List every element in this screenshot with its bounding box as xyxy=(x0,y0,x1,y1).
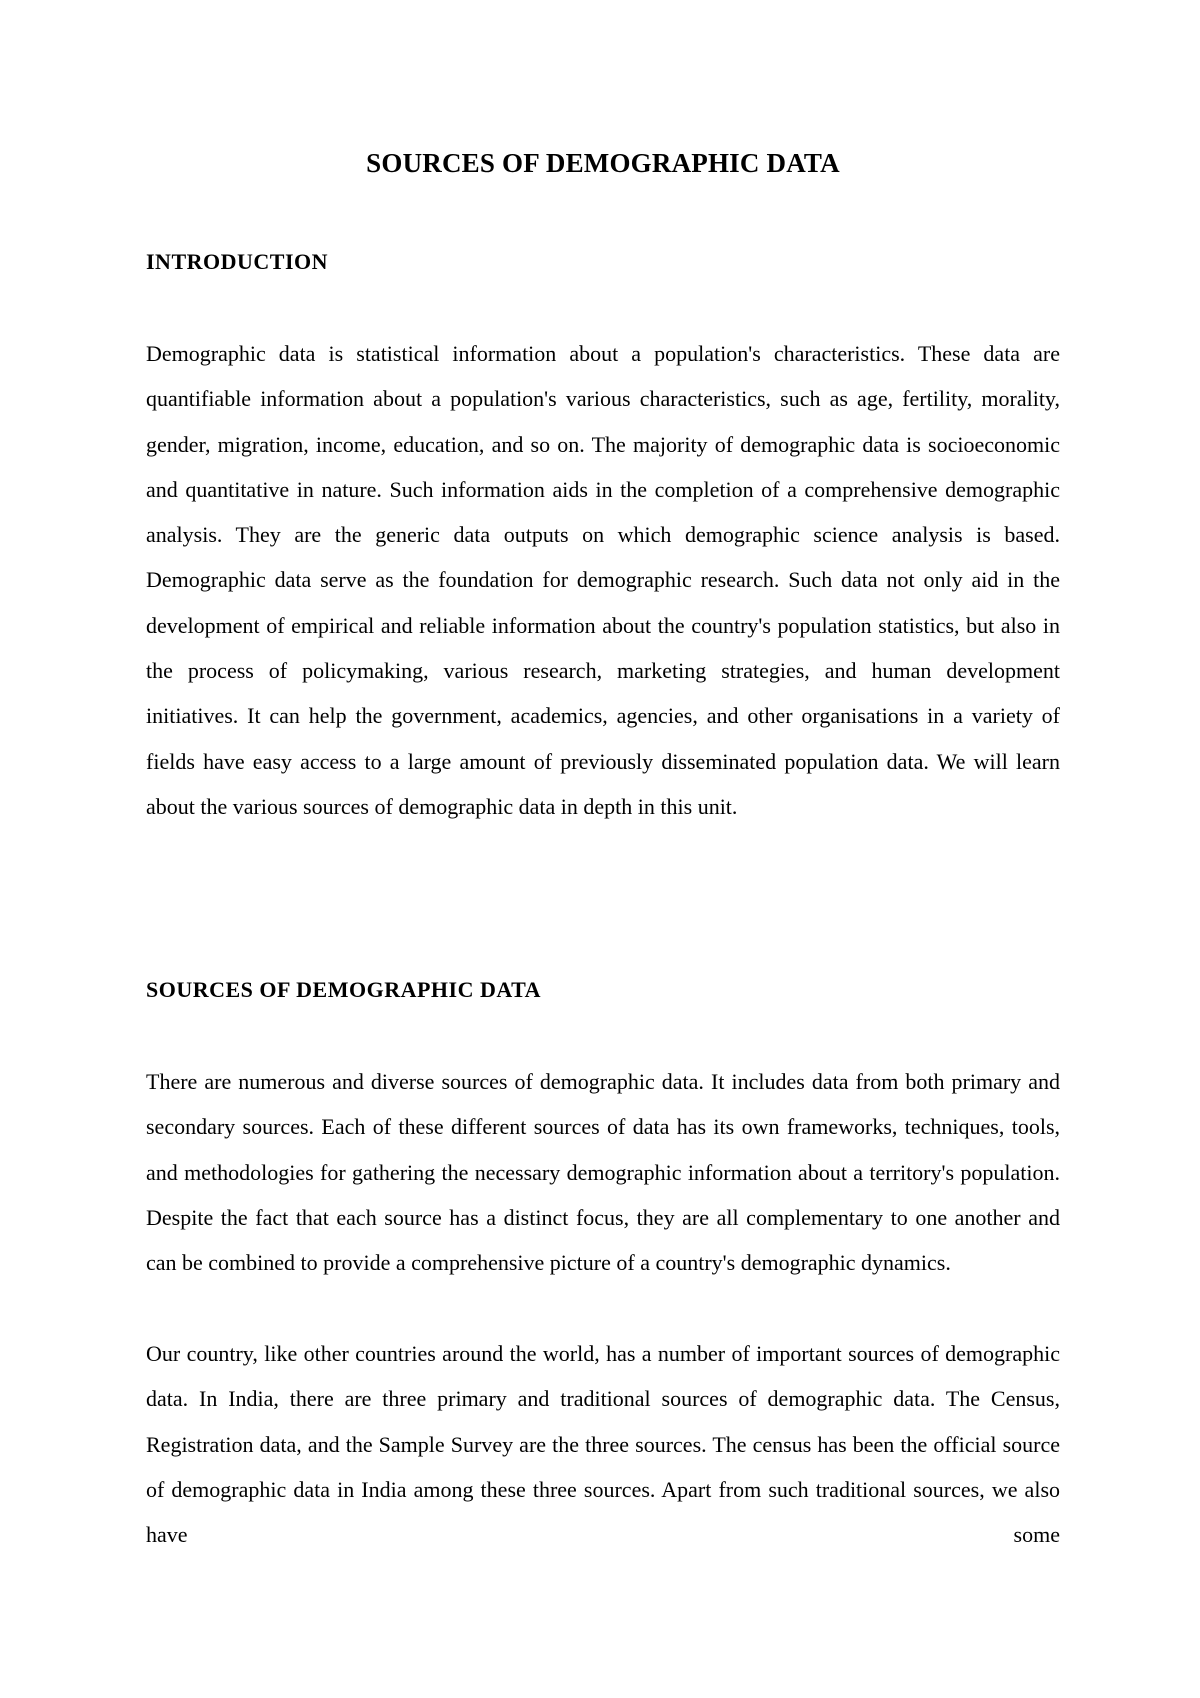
section-heading-sources: SOURCES OF DEMOGRAPHIC DATA xyxy=(146,977,542,1002)
sources-paragraph-2: Our country, like other countries around the world, has a number of important sources of demographic data. In India, there are three primary and traditional sources of demographic data. The Census, Registration data, and the Sample Survey are the three sources. The census has been the official source of demographic data in India among these three sources. Apart from such traditional sources, we also have some xyxy=(146,1341,1060,1548)
document-title: SOURCES OF DEMOGRAPHIC DATA xyxy=(366,148,840,178)
introduction-paragraph: Demographic data is statistical information about a population's characteristics. These data are quantifiable information about a population's various characteristics, such as age, fertility, morality, gender, migration, income, education, and so on. The majority of demographic data is socioeconomic and quantitative in nature. Such information aids in the completion of a comprehensive demographic analysis. They are the generic data outputs on which demographic science analysis is based. Demographic data serve as the foundation for demographic research. Such data not only aid in the development of empirical and reliable information about the country's population statistics, but also in the process of policymaking, various research, marketing strategies, and human development initiatives. It can help the government, academics, agencies, and other organisations in a variety of fields have easy access to a large amount of previously disseminated population data. We will learn about the various sources of demographic data in depth in this unit. xyxy=(146,341,1060,819)
sources-paragraph-1: There are numerous and diverse sources of demographic data. It includes data from both primary and secondary sources. Each of these different sources of data has its own frameworks, techniques, tools, and methodologies for gathering the necessary demographic information about a territory's population. Despite the fact that each source has a distinct focus, they are all complementary to one another and can be combined to provide a comprehensive picture of a country's demographic dynamics. xyxy=(146,1069,1060,1276)
section-heading-introduction: INTRODUCTION xyxy=(146,249,329,274)
